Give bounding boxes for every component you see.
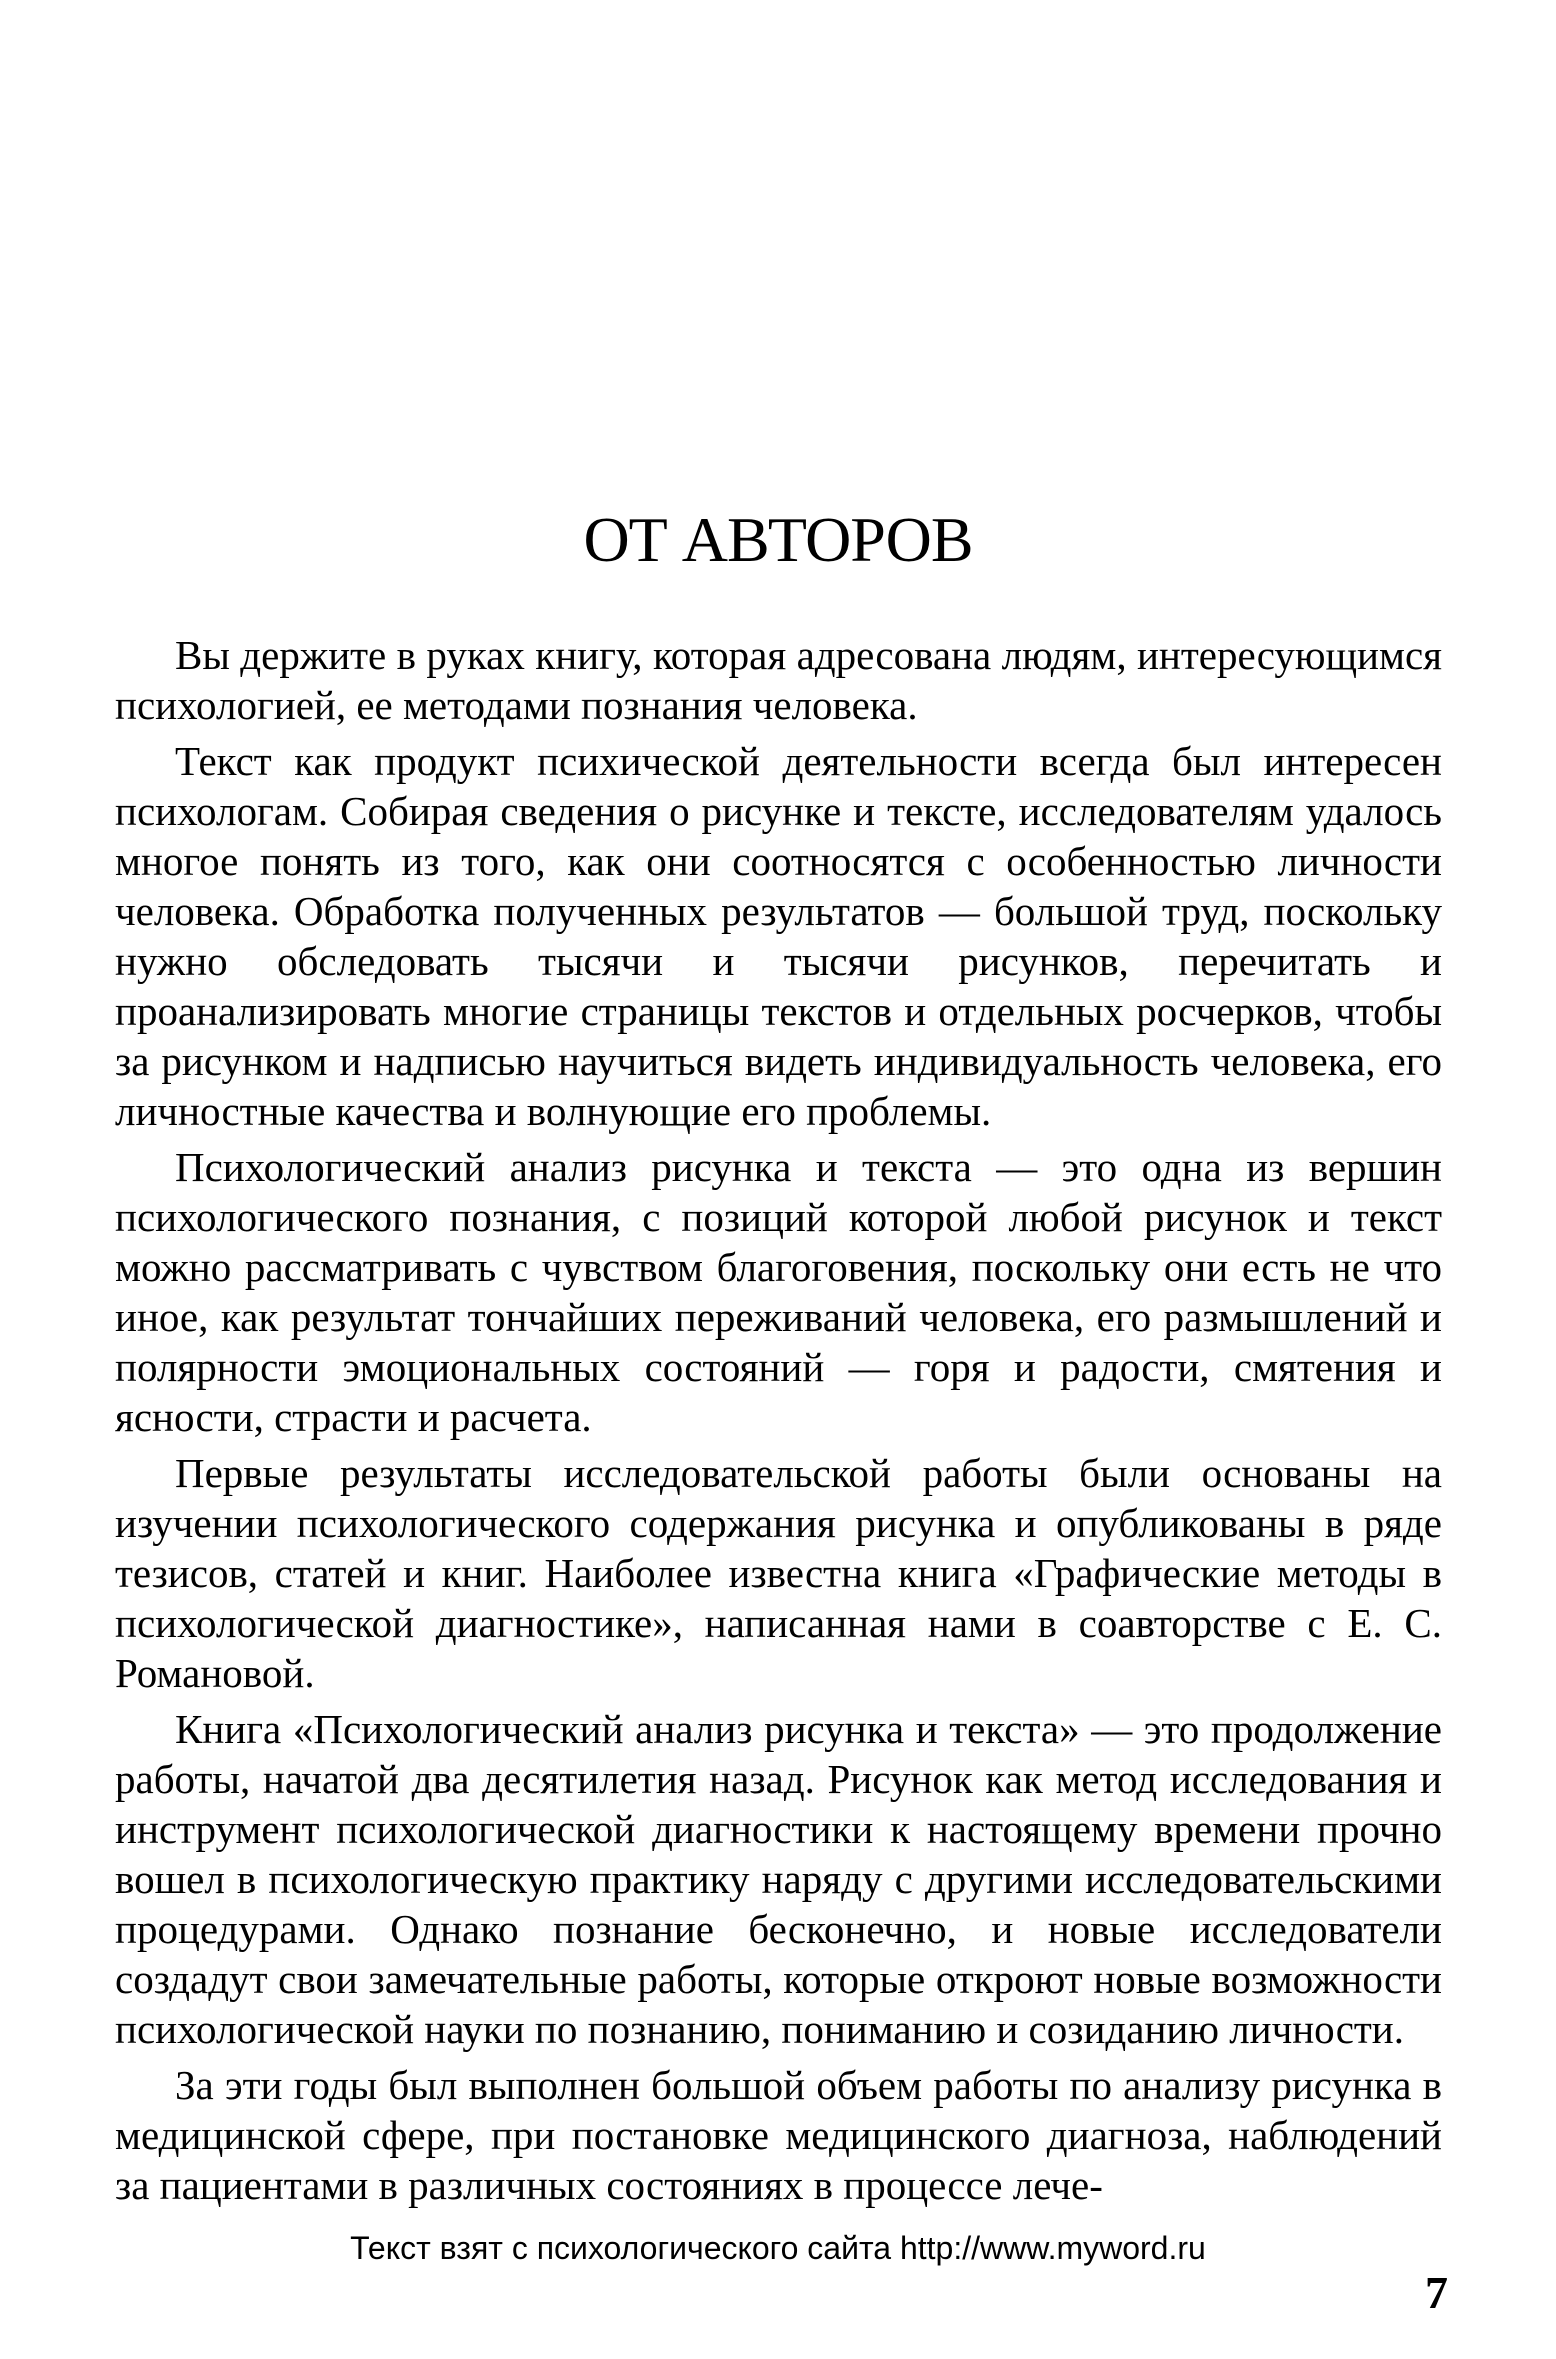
paragraph-4: Первые результаты исследовательской работы были основаны на изучении психологического содержания рисунка и опубликованы в ряде тезисов, статей и книг. Наиболее известна книга «Графические методы в психологической диагностике», написанная нами в соавторстве с Е. С. Романовой. <box>115 1450 1442 1696</box>
paragraph-1: Вы держите в руках книгу, которая адресована людям, интересующимся психологией, ее методами познания человека. <box>115 632 1442 728</box>
paragraph-5: Книга «Психологический анализ рисунка и текста» — это продолжение работы, начатой два десятилетия назад. Рисунок как метод исследования и инструмент психологической диагностики к настоящему времени прочно вошел в психологическую практику наряду с другими исследовательскими процедурами. Однако познание бесконечно, и новые исследователи создадут свои замечательные работы, которые откроют новые возможности психологической науки по познанию, пониманию и созиданию личности. <box>115 1706 1442 2052</box>
paragraph-6: За эти годы был выполнен большой объем работы по анализу рисунка в медицинской сфере, при постановке медицинского диагноза, наблюдений за пациентами в различных состояниях в процессе лече- <box>115 2062 1442 2208</box>
paragraph-2: Текст как продукт психической деятельности всегда был интересен психологам. Собирая сведения о рисунке и тексте, исследователям удалось многое понять из того, как они соотносятся с особенностью личности человека. Обработка полученных результатов — большой труд, поскольку нужно обследовать тысячи и тысячи рисунков, перечитать и проанализировать многие страницы текстов и отдельных росчерков, чтобы за рисунком и надписью научиться видеть индивидуальность человека, его личностные качества и волнующие его проблемы. <box>115 738 1442 1134</box>
page-title: ОТ АВТОРОВ <box>583 504 973 575</box>
paragraph-3: Психологический анализ рисунка и текста — это одна из вершин психологического познания, с позиций которой любой рисунок и текст можно рассматривать с чувством благоговения, поскольку они есть не что иное, как результат тончайших переживаний человека, его размышлений и полярности эмоциональных состояний — горя и радости, смятения и ясности, страсти и расчета. <box>115 1144 1442 1440</box>
body-text <box>115 630 1442 2216</box>
source-footer-note: Текст взят с психологического сайта http://www.myword.ru <box>350 2230 1206 2266</box>
page-number: 7 <box>1425 2267 1448 2318</box>
